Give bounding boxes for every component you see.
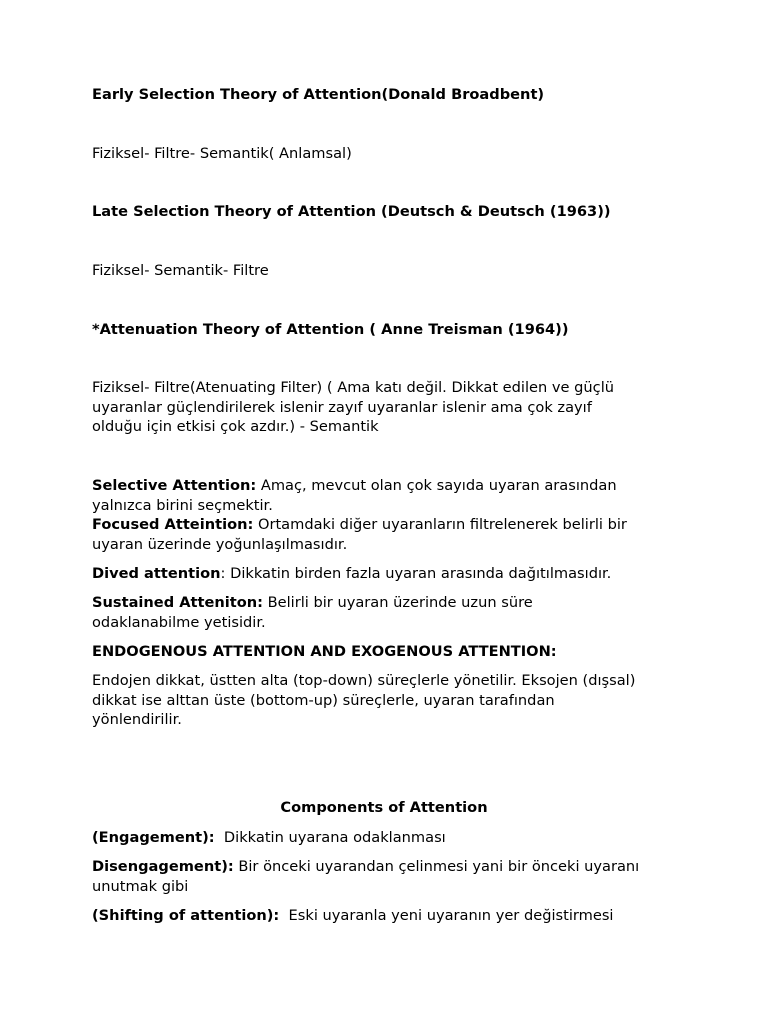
divided-attention-text: : Dikkatin birden fazla uyaran arasında dağıtılmasıdır. — [220, 565, 612, 582]
endo-exo-line-2: dikkat ise alttan üste (bottom-up) süreçlerle, uyaran tarafından — [92, 691, 555, 709]
engagement-term: (Engagement): — [92, 829, 215, 846]
disengagement-line-1 — [92, 857, 692, 877]
selective-attention-line-2: yalnızca birini seçmektir. — [92, 496, 273, 514]
endo-exo-line-3: yönlendirilir. — [92, 711, 182, 728]
focused-attention-paragraph — [92, 515, 692, 554]
attenuation-line-2: uyaranlar güçlendirilerek islenir zayıf uyaranlar islenir ama çok zayıf — [92, 398, 592, 416]
shifting-paragraph — [92, 906, 692, 926]
engagement-text: Dikkatin uyarana odaklanması — [214, 829, 446, 846]
disengagement-text-1: Bir önceki uyarandan çelinmesi yani bir önceki uyaranı — [233, 858, 640, 875]
divided-attention-paragraph — [92, 564, 692, 584]
components-heading: Components of Attention — [280, 799, 488, 816]
endo-exo-paragraph — [92, 671, 692, 730]
sustained-attention-term: Sustained Atteniton: — [92, 594, 263, 611]
early-selection-heading: Early Selection Theory of Attention(Donald Broadbent) — [92, 86, 545, 103]
endo-exo-line-1: Endojen dikkat, üstten alta (top-down) süreçlerle yönetilir. Eksojen (dışsal) — [92, 672, 636, 689]
selective-attention-term: Selective Attention: — [92, 477, 257, 494]
sustained-attention-paragraph — [92, 593, 692, 632]
disengagement-line-2: unutmak gibi — [92, 877, 189, 895]
shifting-text: Eski uyaranla yeni uyaranın yer değistirmesi — [279, 907, 614, 924]
late-selection-flow: Fiziksel- Semantik- Filtre — [92, 262, 269, 279]
focused-attention-line-1 — [92, 515, 692, 535]
attenuation-line-3: olduğu için etkisi çok azdır.) - Semantik — [92, 418, 379, 435]
sustained-attention-line-2: odaklanabilme yetisidir. — [92, 613, 266, 631]
disengagement-term: Disengagement): — [92, 858, 234, 875]
engagement-paragraph — [92, 828, 692, 848]
selective-attention-text-1: Amaç, mevcut olan çok sayıda uyaran arasından — [256, 477, 617, 494]
attenuation-heading: *Attenuation Theory of Attention ( Anne Treisman (1964)) — [92, 321, 569, 338]
sustained-attention-line-1 — [92, 593, 692, 613]
attenuation-line-1: Fiziksel- Filtre(Atenuating Filter) ( Ama katı değil. Dikkat edilen ve güçlü — [92, 379, 614, 396]
divided-attention-term: Dived attention — [92, 565, 221, 582]
sustained-attention-text-1: Belirli bir uyaran üzerinde uzun süre — [263, 594, 533, 611]
early-selection-flow: Fiziksel- Filtre- Semantik( Anlamsal) — [92, 145, 352, 162]
selective-attention-paragraph — [92, 476, 692, 515]
focused-attention-term: Focused Atteintion: — [92, 516, 254, 533]
focused-attention-text-1: Ortamdaki diğer uyaranların filtrelenerek belirli bir — [253, 516, 627, 533]
disengagement-paragraph — [92, 857, 692, 896]
endo-exo-heading: ENDOGENOUS ATTENTION AND EXOGENOUS ATTENTION: — [92, 643, 557, 660]
attenuation-paragraph — [92, 378, 692, 437]
shifting-term: (Shifting of attention): — [92, 907, 280, 924]
selective-attention-line-1 — [92, 476, 692, 496]
focused-attention-line-2: uyaran üzerinde yoğunlaşılmasıdır. — [92, 535, 348, 553]
late-selection-heading: Late Selection Theory of Attention (Deutsch & Deutsch (1963)) — [92, 203, 611, 220]
